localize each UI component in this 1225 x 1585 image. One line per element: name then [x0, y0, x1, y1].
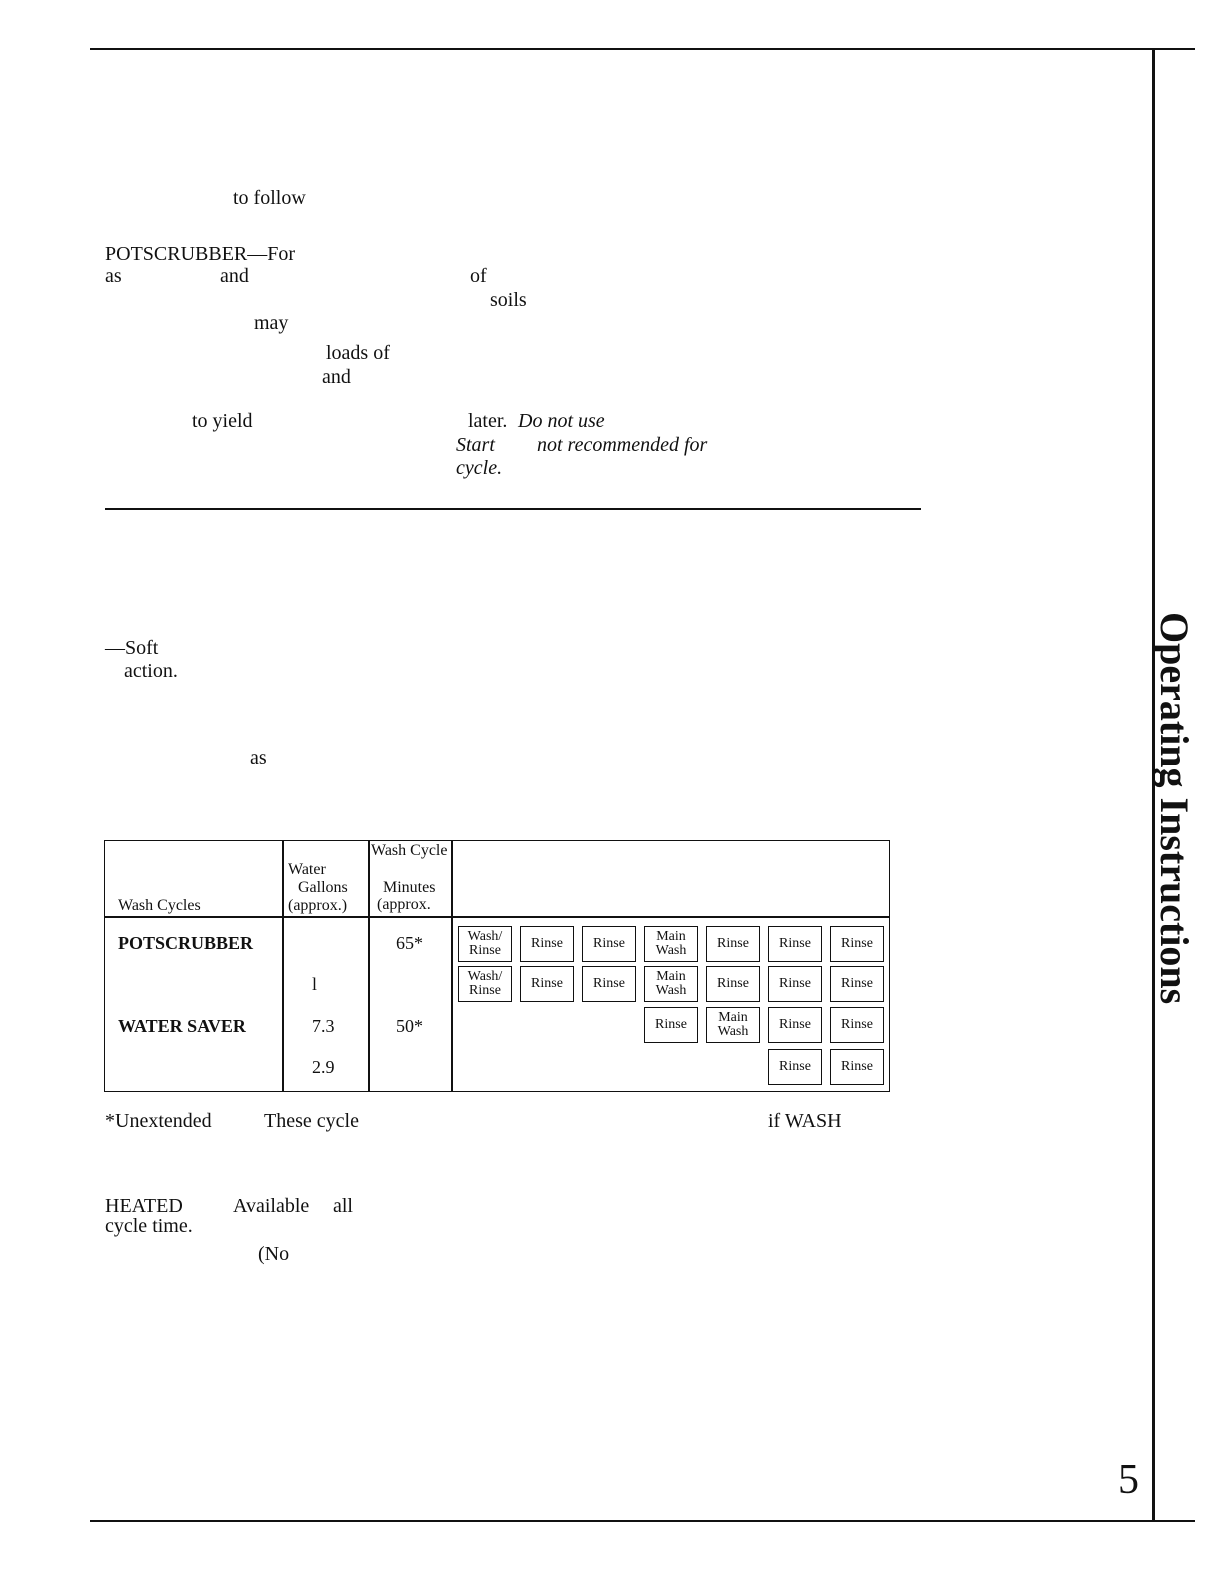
step-box: Rinse — [582, 966, 636, 1002]
text-fragment: loads of — [326, 342, 390, 364]
header-time-approx: (approx. — [377, 896, 431, 913]
header-minutes: Minutes — [383, 879, 436, 896]
text-fragment: may — [254, 312, 289, 334]
step-box: Rinse — [582, 926, 636, 962]
table-header-line — [105, 916, 889, 918]
header-water: Water — [288, 861, 326, 878]
step-box: Rinse — [768, 1049, 822, 1085]
footnote-fragment: These cycle — [264, 1110, 359, 1132]
table-column-line — [451, 841, 453, 1091]
top-rule — [90, 48, 1195, 50]
cycle-name: POTSCRUBBER — [118, 933, 254, 953]
cycle-minutes: 50* — [396, 1016, 423, 1036]
text-fragment-italic: not recommended for — [537, 434, 708, 456]
step-box: Wash/ Rinse — [458, 926, 512, 962]
section-side-title — [1152, 612, 1200, 1005]
step-box: Rinse — [830, 926, 884, 962]
cycle-gallons: l — [312, 974, 318, 994]
text-fragment: later. — [468, 410, 508, 432]
footnote-fragment: if WASH — [768, 1110, 842, 1132]
note-fragment: Available — [233, 1195, 310, 1217]
text-fragment: as — [105, 265, 122, 287]
text-fragment-italic: Do not use — [518, 410, 605, 432]
text-fragment: and — [322, 366, 351, 388]
step-box: Rinse — [706, 966, 760, 1002]
note-fragment: cycle time. — [105, 1215, 193, 1237]
table-column-line — [282, 841, 284, 1091]
text-fragment: as — [250, 747, 267, 769]
header-wash-cycle-time: Wash Cycle — [371, 842, 448, 859]
cycle-gallons: 2.9 — [312, 1057, 335, 1077]
text-fragment: —Soft — [105, 637, 159, 659]
note-fragment: all — [333, 1195, 353, 1217]
step-box: Rinse — [830, 1049, 884, 1085]
header-gallons: Gallons — [298, 879, 348, 896]
note-fragment: HEATED — [105, 1195, 183, 1217]
step-box: Rinse — [706, 926, 760, 962]
step-box: Wash/ Rinse — [458, 966, 512, 1002]
step-box: Rinse — [830, 966, 884, 1002]
text-fragment: to yield — [192, 410, 253, 432]
text-fragment: of — [470, 265, 487, 287]
cycle-name: WATER SAVER — [118, 1016, 246, 1036]
step-box: Rinse — [520, 926, 574, 962]
step-box: Rinse — [520, 966, 574, 1002]
bottom-rule — [90, 1520, 1195, 1522]
cycle-minutes: 65* — [396, 933, 423, 953]
text-fragment: action. — [124, 660, 178, 682]
page-number: 5 — [1118, 1457, 1139, 1503]
text-fragment: soils — [490, 289, 527, 311]
step-box: Rinse — [768, 926, 822, 962]
step-box: Main Wash — [706, 1007, 760, 1043]
cycle-gallons: 7.3 — [312, 1016, 335, 1036]
section-divider — [105, 508, 921, 510]
text-fragment: POTSCRUBBER—For — [105, 243, 296, 265]
step-box: Rinse — [768, 1007, 822, 1043]
text-fragment: and — [220, 265, 249, 287]
footnote-fragment: *Unextended — [105, 1110, 212, 1132]
header-wash-cycles: Wash Cycles — [118, 897, 201, 914]
step-box: Rinse — [830, 1007, 884, 1043]
table-column-line — [368, 841, 370, 1091]
step-box: Rinse — [768, 966, 822, 1002]
section-side-title-text: Operating Instructions — [1152, 612, 1197, 1005]
text-fragment-italic: cycle. — [456, 457, 503, 479]
text-fragment-italic: Start — [456, 434, 495, 456]
header-water-approx: (approx.) — [288, 897, 348, 914]
note-fragment: (No — [258, 1243, 290, 1265]
step-box: Rinse — [644, 1007, 698, 1043]
text-fragment: to follow — [233, 187, 306, 209]
step-box: Main Wash — [644, 926, 698, 962]
step-box: Main Wash — [644, 966, 698, 1002]
